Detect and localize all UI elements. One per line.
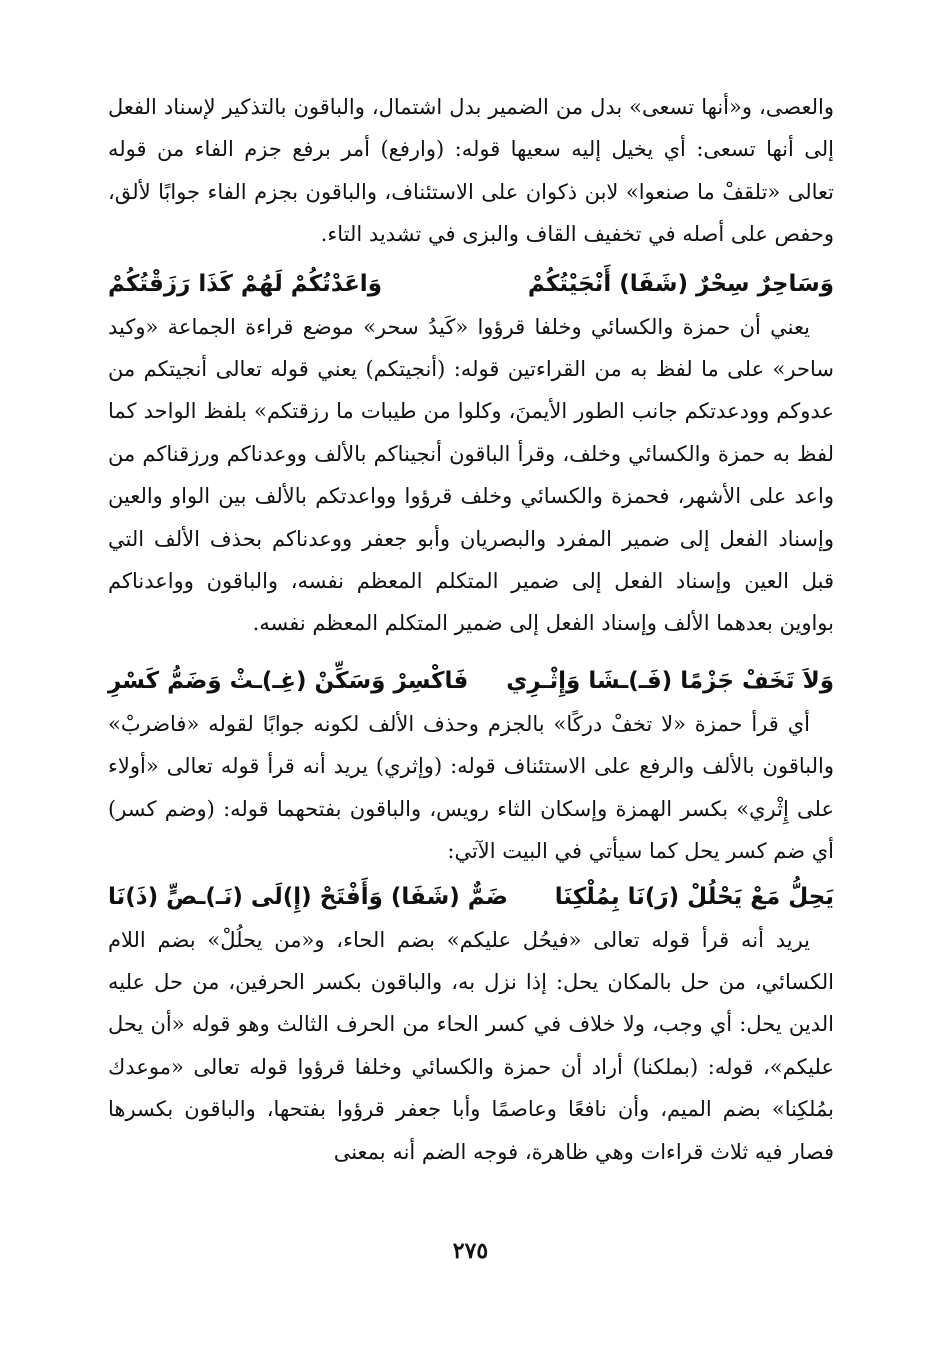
- page-number: ٢٧٥: [452, 1238, 489, 1264]
- verse-hemistich-right: يَحِلُّ مَعْ يَحْلُلْ (رَ)نَا بِمُلْكِنَا: [554, 883, 834, 910]
- text-line: عليه الدين يحل: أي وجب، ولا خلاف في كسر الحاء من الحرف الثالث وهو: [108, 969, 834, 1037]
- verse-hemistich-left: فَاكْسِرْ وَسَكِّنْ (غِـ)ـثْ وَضَمُّ كَسْرِ: [108, 667, 469, 694]
- page-body: [108, 86, 834, 1173]
- text-line: أنجيتكم من عدوكم وودعدتكم جانب الطور الأيمنَ، وكلوا من طيبات ما رزقتكم»: [108, 357, 834, 424]
- paragraph-3: [108, 703, 834, 873]
- text-line: الفعل إلى أنها تسعى: أي يخيل إليه سعيها قوله: (وارفع) أمر برفع جزم الفاء من: [108, 95, 834, 162]
- text-line: تعالى «أولاء على إِثْري» بكسر الهمزة وإسكان الثاء رويس، والباقون بفتحهما: [108, 754, 834, 821]
- text-line: والباقون بكسرها فصار فيه ثلاث قراءات وهي ظاهرة، فوجه الضم أنه بمعنى: [108, 1097, 834, 1164]
- text-line: «فاضربْ» والباقون بالألف والرفع على الاستئناف قوله: (وإثري) يريد أنه قرأ قوله: [108, 711, 834, 779]
- verse-line-3: [108, 875, 834, 919]
- verse-hemistich-left: وَاعَدْتُكُمْ لَهُمْ كَذَا رَزَقْتُكُمْ: [108, 270, 382, 297]
- text-line: أي قرأ حمزة «لا تخفْ دركًا» بالجزم وحذف الألف لكونه جوابًا لقوله: [208, 711, 810, 736]
- verse-line-1: [108, 262, 834, 306]
- verse-hemistich-right: وَلاَ تَخَفْ جَزْمًا (فَـ)ـشَا وَإِثْـرِي: [506, 667, 834, 694]
- paragraph-2: [108, 306, 834, 645]
- text-line: «وكيد ساحر» على ما لفظ به من القراءتين قوله: (أنجيتكم) يعني قوله تعالى: [108, 314, 834, 382]
- text-line: قوله تعالى «تلقفْ ما صنعوا» لابن ذكوان على الاستئناف، والباقون بجزم الفاء: [108, 137, 835, 204]
- text-line: قوله «أن يحل عليكم»، قوله: (بملكنا) أراد أن حمزة والكسائي وخلفا قرؤوا قوله: [108, 1012, 834, 1079]
- text-line: ووعدناكم ورزقناكم من واعد على الأشهر، فحمزة والكسائي وخلف قرؤوا: [108, 441, 834, 509]
- text-line: يعني أن حمزة والكسائي وخلفا قرؤوا «كَيدُ سحر» موضع قراءة الجماعة: [167, 314, 810, 339]
- paragraph-1: [108, 86, 834, 256]
- text-line: المتكلم المعظم نفسه، والباقون وواعدناكم بواوين بعدهما الألف وإسناد الفعل: [108, 569, 834, 636]
- paragraph-4: [108, 919, 834, 1173]
- text-line: بلفظ الواحد كما لفظ به حمزة والكسائي وخلف، وقرأ الباقون أنجيناكم بالألف: [108, 399, 834, 466]
- text-line: تعالى «موعدك بمُلكِنا» بضم الميم، وأن نافعًا وعاصمًا وأبا جعفر قرؤوا بفتحها،: [108, 1054, 834, 1122]
- text-line: يريد أنه قرأ قوله تعالى «فيحُل عليكم» بضم الحاء، و«من يحلُلْ» بضم اللام: [108, 927, 810, 952]
- verse-hemistich-right: وَسَاحِرٌ سِحْرٌ (شَفَا) أَنْجَيْتُكُمْ: [527, 270, 834, 297]
- text-line: وواعدتكم بالألف بين الواو والعين وإسناد الفعل إلى ضمير المفرد والبصريان: [108, 484, 834, 551]
- text-line: وأبو جعفر ووعدناكم بحذف الألف التي قبل العين وإسناد الفعل إلى ضمير: [108, 526, 835, 594]
- verse-hemistich-left: ضَمٌّ (شَفَا) وَأَفْتَحْ (إِ)لَى (نَـ)ـصٍّ (ذَ)نَا: [108, 883, 509, 910]
- text-line: والعصى، و«أنها تسعى» بدل من الضمير بدل اشتمال، والباقون بالتذكير لإسناد: [163, 95, 834, 119]
- text-line: إلى ضمير المتكلم المعظم نفسه.: [252, 611, 539, 636]
- text-line: جوابًا لألق، وحفص على أصله في تخفيف القاف والبزى في تشديد التاء.: [108, 179, 834, 247]
- text-line: قوله: (وضم كسر) أي ضم كسر يحل كما سيأتي في البيت الآتي:: [108, 796, 834, 864]
- verse-line-2: [108, 659, 834, 703]
- text-line: الكسائي، من حل بالمكان يحل: إذا نزل به، والباقون بكسر الحرفين، من حل: [154, 969, 834, 994]
